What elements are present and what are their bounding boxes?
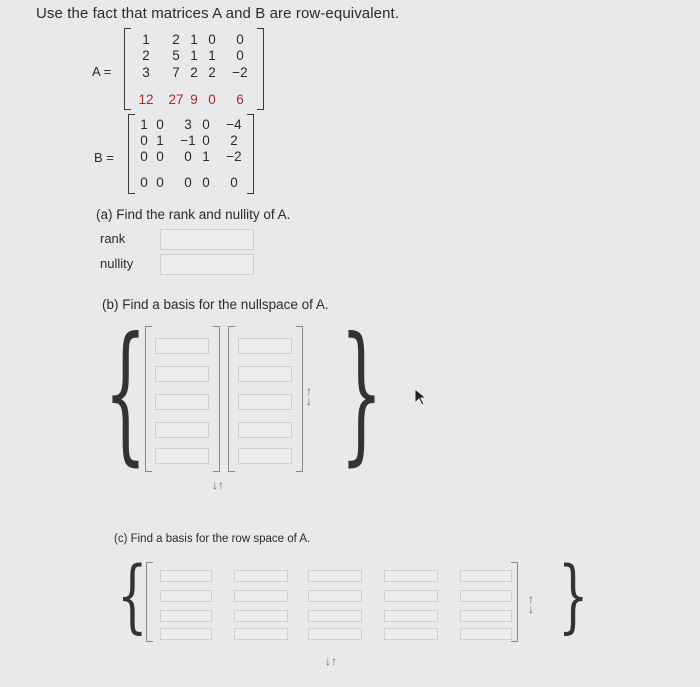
matrix-b-cell-r1-c3: 3	[184, 117, 192, 132]
add-row-arrows-icon[interactable]: ↓↑	[212, 478, 224, 492]
matrix-b-cell-r3-c3: 0	[184, 149, 192, 164]
mouse-cursor-icon	[414, 388, 428, 406]
row-vector-5-right-bracket	[511, 562, 518, 642]
rowspace-v2-entry-2[interactable]	[234, 590, 288, 602]
matrix-b-cell-r2-c1: 0	[140, 133, 148, 148]
rowspace-v1-entry-3[interactable]	[160, 610, 212, 622]
matrix-a-label: A =	[92, 64, 112, 79]
part-a-title: (a) Find the rank and nullity of A.	[96, 207, 291, 222]
rowspace-v3-entry-4[interactable]	[308, 628, 362, 640]
matrix-b-cell-r3-c5: −2	[226, 149, 242, 164]
nullspace-vector-2	[228, 326, 303, 472]
nullspace-v1-entry-1[interactable]	[155, 338, 209, 354]
matrix-a-cell-r2-c1: 2	[142, 48, 150, 63]
rowspace-vector-4	[380, 562, 450, 642]
matrix-b-cell-r4-c3: 0	[184, 175, 192, 190]
matrix-a-cell-r1-c3: 1	[190, 32, 198, 47]
problem-prompt: Use the fact that matrices A and B are row-equivalent.	[36, 5, 400, 22]
rowspace-right-brace: }	[558, 549, 589, 642]
matrix-a-cell-r3-c2: 7	[172, 65, 180, 80]
matrix-b-cell-r4-c4: 0	[202, 175, 210, 190]
rowspace-v5-entry-1[interactable]	[460, 570, 512, 582]
matrix-a-cell-r1-c5: 0	[236, 32, 244, 47]
matrix-a-cell-r3-c4: 2	[208, 65, 216, 80]
matrix-b-cell-r1-c1: 1	[140, 117, 148, 132]
rowspace-add-row-arrows-icon[interactable]: ↓↑	[325, 654, 337, 668]
vector-2-left-bracket	[228, 326, 235, 472]
matrix-a-right-bracket	[257, 28, 264, 110]
nullspace-v2-entry-1[interactable]	[238, 338, 292, 354]
matrix-b-cell-r4-c2: 0	[156, 175, 164, 190]
nullspace-v2-entry-2[interactable]	[238, 366, 292, 382]
nullspace-v1-entry-3[interactable]	[155, 394, 209, 410]
rowspace-v3-entry-1[interactable]	[308, 570, 362, 582]
matrix-a-cell-r4-c5: 6	[236, 92, 244, 107]
nullity-label: nullity	[100, 256, 134, 271]
matrix-b-cell-r4-c1: 0	[140, 175, 148, 190]
part-b-title: (b) Find a basis for the nullspace of A.	[102, 297, 329, 312]
matrix-b	[128, 114, 254, 194]
nullspace-vector-1	[145, 326, 220, 472]
matrix-a-cell-r3-c5: −2	[232, 65, 248, 80]
nullspace-v1-entry-2[interactable]	[155, 366, 209, 382]
matrix-a-cell-r1-c1: 1	[142, 32, 150, 47]
rowspace-v4-entry-4[interactable]	[384, 628, 438, 640]
nullspace-v2-entry-5[interactable]	[238, 448, 292, 464]
rowspace-v4-entry-3[interactable]	[384, 610, 438, 622]
rowspace-v2-entry-4[interactable]	[234, 628, 288, 640]
row-vector-1-left-bracket	[146, 562, 153, 642]
matrix-b-cell-r4-c5: 0	[230, 175, 238, 190]
rowspace-v5-entry-4[interactable]	[460, 628, 512, 640]
vector-1-right-bracket	[213, 326, 220, 472]
matrix-b-cell-r3-c4: 1	[202, 149, 210, 164]
vector-1-left-bracket	[145, 326, 152, 472]
matrix-b-cell-r2-c2: 1	[156, 133, 164, 148]
matrix-a-cell-r4-c3: 9	[190, 92, 198, 107]
matrix-b-cell-r2-c3: −1	[180, 133, 196, 148]
rank-label: rank	[100, 231, 126, 246]
rowspace-v3-entry-2[interactable]	[308, 590, 362, 602]
rowspace-v2-entry-3[interactable]	[234, 610, 288, 622]
matrix-a-left-bracket	[124, 28, 131, 110]
nullspace-v1-entry-4[interactable]	[155, 422, 209, 438]
rowspace-vector-5	[456, 562, 518, 642]
matrix-b-cell-r1-c2: 0	[156, 117, 164, 132]
matrix-b-left-bracket	[128, 114, 135, 194]
matrix-a-cell-r1-c4: 0	[208, 32, 216, 47]
matrix-a-cell-r1-c2: 2	[172, 32, 180, 47]
rowspace-v2-entry-1[interactable]	[234, 570, 288, 582]
rowspace-v4-entry-1[interactable]	[384, 570, 438, 582]
rowspace-v3-entry-3[interactable]	[308, 610, 362, 622]
rank-input[interactable]	[160, 229, 254, 250]
matrix-a-cell-r4-c4: 0	[208, 92, 216, 107]
rowspace-v5-entry-2[interactable]	[460, 590, 512, 602]
matrix-b-cell-r1-c4: 0	[202, 117, 210, 132]
rowspace-v1-entry-1[interactable]	[160, 570, 212, 582]
part-c-title: (c) Find a basis for the row space of A.	[114, 533, 311, 545]
matrix-a-cell-r2-c3: 1	[190, 48, 198, 63]
rowspace-add-column-arrows-icon[interactable]: ↑ ↓	[528, 592, 534, 616]
matrix-b-right-bracket	[247, 114, 254, 194]
nullspace-v2-entry-4[interactable]	[238, 422, 292, 438]
vector-2-right-bracket	[296, 326, 303, 472]
rowspace-vector-2	[228, 562, 298, 642]
nullity-input[interactable]	[160, 254, 254, 275]
matrix-b-cell-r3-c2: 0	[156, 149, 164, 164]
rowspace-left-brace: {	[117, 549, 148, 642]
matrix-a-cell-r4-c2: 27	[168, 92, 184, 107]
add-column-arrows-icon[interactable]: ↑ ↓	[306, 384, 312, 408]
matrix-a-cell-r3-c3: 2	[190, 65, 198, 80]
matrix-a-cell-r4-c1: 12	[138, 92, 154, 107]
nullspace-left-brace: {	[104, 306, 147, 480]
rowspace-v4-entry-2[interactable]	[384, 590, 438, 602]
nullspace-v1-entry-5[interactable]	[155, 448, 209, 464]
nullspace-right-brace: }	[340, 306, 383, 480]
matrix-b-label: B =	[94, 150, 114, 165]
rowspace-vector-1	[146, 562, 216, 642]
matrix-a	[124, 28, 264, 110]
matrix-b-cell-r1-c5: −4	[226, 117, 242, 132]
matrix-a-cell-r2-c4: 1	[208, 48, 216, 63]
rowspace-vector-3	[304, 562, 374, 642]
matrix-b-cell-r3-c1: 0	[140, 149, 148, 164]
rowspace-v5-entry-3[interactable]	[460, 610, 512, 622]
matrix-b-cell-r2-c5: 2	[230, 133, 238, 148]
matrix-b-cell-r2-c4: 0	[202, 133, 210, 148]
nullspace-v2-entry-3[interactable]	[238, 394, 292, 410]
matrix-a-cell-r2-c2: 5	[172, 48, 180, 63]
matrix-a-cell-r3-c1: 3	[142, 65, 150, 80]
rowspace-v1-entry-4[interactable]	[160, 628, 212, 640]
rowspace-v1-entry-2[interactable]	[160, 590, 212, 602]
matrix-a-cell-r2-c5: 0	[236, 48, 244, 63]
